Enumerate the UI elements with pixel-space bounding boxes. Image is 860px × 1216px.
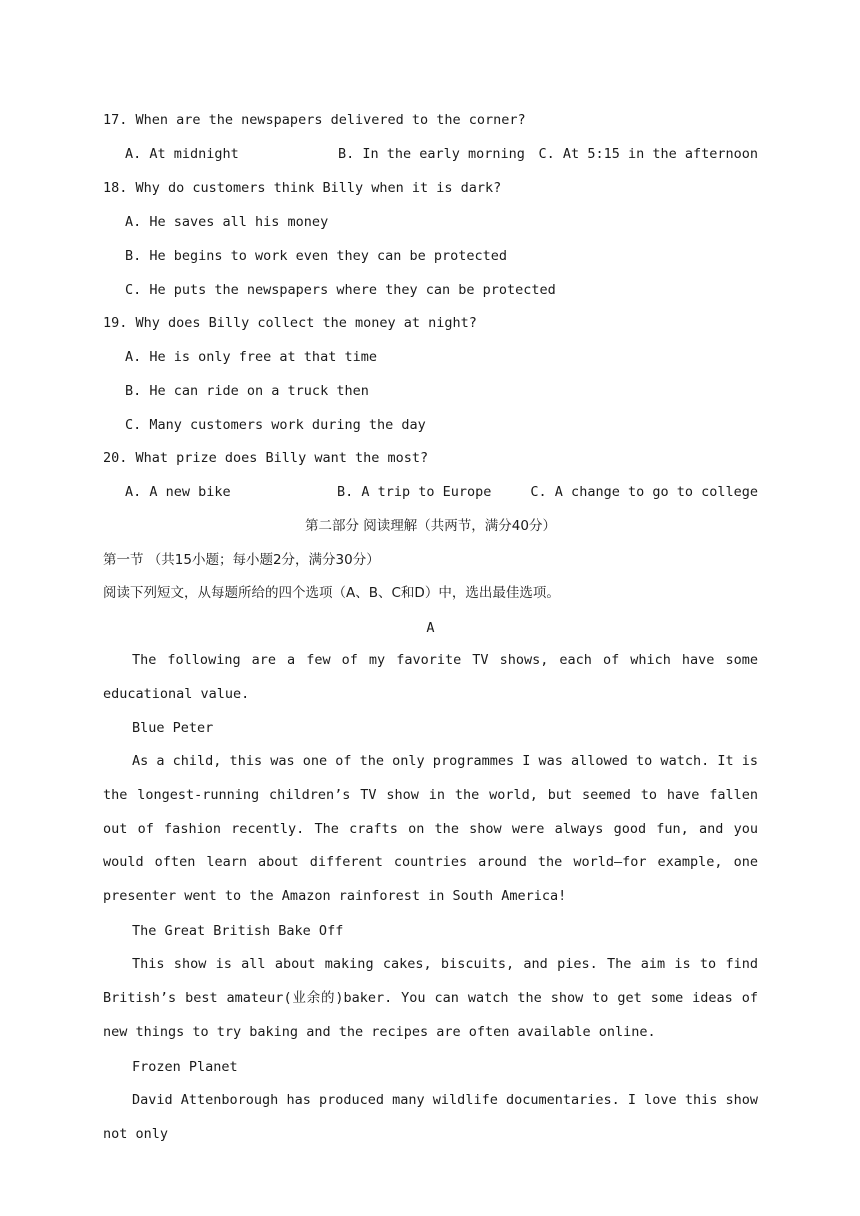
option-17-b: B. In the early morning <box>338 146 525 162</box>
option-19-b: B. He can ride on a truck then <box>125 383 369 399</box>
option-18-b: B. He begins to work even they can be protected <box>125 248 508 264</box>
passage-label: A <box>426 620 435 636</box>
show-title-blue-peter: Blue Peter <box>132 720 214 736</box>
show-text-blue-peter: As a child, this was one of the only programmes I was allowed to watch. It is the longest-running children’s TV show in the world, but seemed to have fallen out of fashion recently. The crafts on the show were always good fun, and you would often learn about different countries around the world—for example, one presenter went to the Amazon rainforest in South America! <box>103 753 758 905</box>
option-18-c: C. He puts the newspapers where they can be protected <box>125 282 556 298</box>
show-text-bake-off: This show is all about making cakes, biscuits, and pies. The aim is to find British’s best amateur(业余的)baker. You can watch the show to get some ideas of new things to try baking and the recipes are often available online. <box>103 956 758 1040</box>
question-20: 20. What prize does Billy want the most? <box>103 450 429 466</box>
passage-intro: The following are a few of my favorite TV shows, each of which have some educational value. <box>103 652 758 702</box>
option-20-b: B. A trip to Europe <box>337 484 492 500</box>
option-19-c: C. Many customers work during the day <box>125 417 426 433</box>
question-17: 17. When are the newspapers delivered to the corner? <box>103 112 526 128</box>
option-20-c: C. A change to go to college <box>530 484 758 500</box>
part-title: 第二部分 阅读理解（共两节，满分40分） <box>305 518 556 534</box>
question-18: 18. Why do customers think Billy when it is dark? <box>103 180 502 196</box>
show-text-frozen-planet: David Attenborough has produced many wildlife documentaries. I love this show not only <box>103 1092 758 1142</box>
option-17-a: A. At midnight <box>125 146 239 162</box>
option-18-a: A. He saves all his money <box>125 214 329 230</box>
question-19: 19. Why does Billy collect the money at night? <box>103 315 477 331</box>
show-title-bake-off: The Great British Bake Off <box>132 923 344 939</box>
show-title-frozen-planet: Frozen Planet <box>132 1059 238 1075</box>
subsection-title: 第一节 （共15小题；每小题2分，满分30分） <box>103 552 380 568</box>
option-20-a: A. A new bike <box>125 484 231 500</box>
instruction-text: 阅读下列短文，从每题所给的四个选项（A、B、C和D）中，选出最佳选项。 <box>103 585 560 601</box>
option-19-a: A. He is only free at that time <box>125 349 377 365</box>
option-17-c: C. At 5:15 in the afternoon <box>538 146 758 162</box>
